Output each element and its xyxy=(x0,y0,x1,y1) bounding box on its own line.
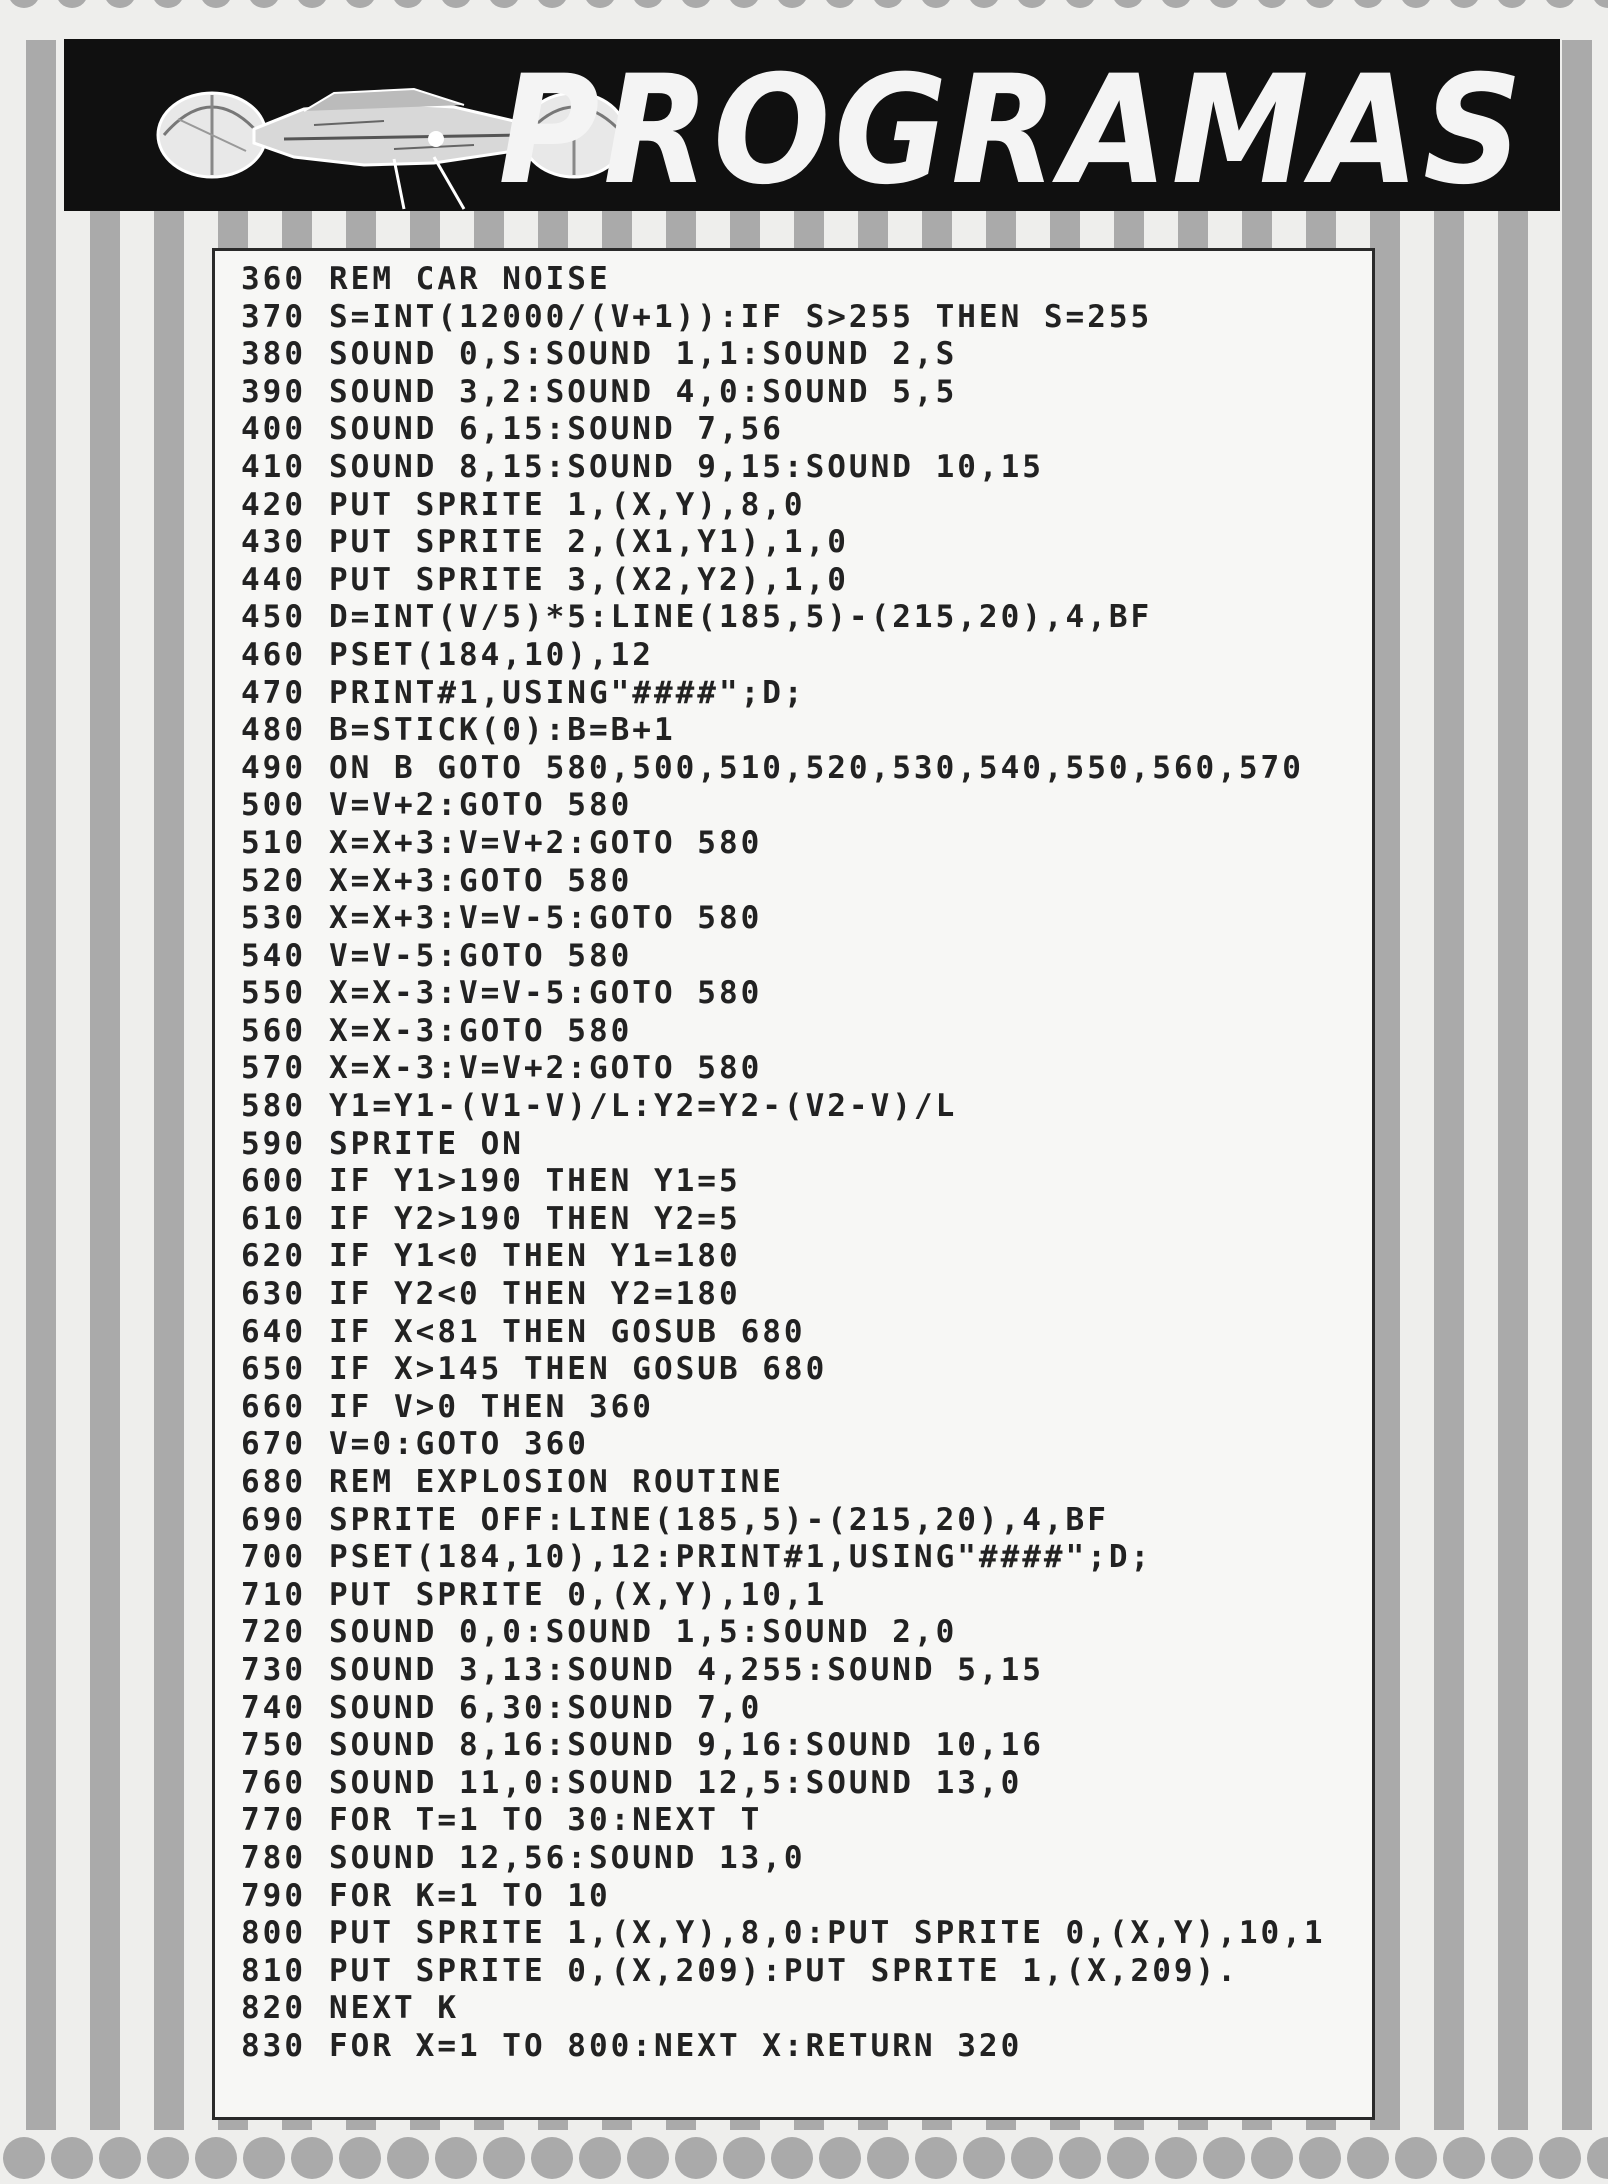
border-dot xyxy=(488,0,520,8)
line-number: 610 xyxy=(241,1200,306,1237)
code-line xyxy=(215,299,1372,337)
border-dot xyxy=(728,0,760,8)
border-dot xyxy=(483,2137,525,2179)
code-line xyxy=(215,1351,1372,1389)
border-dot xyxy=(392,0,424,8)
border-dot xyxy=(1400,0,1432,8)
top-dot-border xyxy=(0,0,1608,12)
line-code: PUT SPRITE 1,(X,Y),8,0:PUT SPRITE 0,(X,Y),10,1 xyxy=(329,1915,1326,1952)
border-dot xyxy=(1592,0,1608,8)
code-line xyxy=(215,1464,1372,1502)
border-dot xyxy=(1107,2137,1149,2179)
border-dot xyxy=(99,2137,141,2179)
line-code: X=X+3:GOTO 580 xyxy=(329,862,633,899)
line-number: 660 xyxy=(241,1388,306,1425)
border-dot xyxy=(1256,0,1288,8)
border-dot xyxy=(1304,0,1336,8)
code-line xyxy=(215,1652,1372,1690)
code-line xyxy=(215,1840,1372,1878)
border-dot xyxy=(195,2137,237,2179)
border-dot xyxy=(1059,2137,1101,2179)
line-number: 670 xyxy=(241,1426,306,1463)
line-code: REM CAR NOISE xyxy=(329,261,611,297)
line-code: X=X-3:V=V+2:GOTO 580 xyxy=(329,1050,763,1087)
line-code: X=X-3:GOTO 580 xyxy=(329,1012,633,1049)
border-dot xyxy=(776,0,808,8)
border-dot xyxy=(152,0,184,8)
line-number: 820 xyxy=(241,1990,306,2027)
line-number: 460 xyxy=(241,636,306,673)
code-line xyxy=(215,825,1372,863)
code-line xyxy=(215,1088,1372,1126)
line-code: PUT SPRITE 2,(X1,Y1),1,0 xyxy=(329,524,849,561)
border-dot xyxy=(1352,0,1384,8)
line-number: 710 xyxy=(241,1576,306,1613)
border-dot xyxy=(1544,0,1576,8)
code-line xyxy=(215,1502,1372,1540)
border-dot xyxy=(968,0,1000,8)
border-dot xyxy=(920,0,952,8)
line-code: IF V>0 THEN 360 xyxy=(329,1388,654,1425)
line-number: 760 xyxy=(241,1764,306,1801)
line-code: PSET(184,10),12:PRINT#1,USING"####";D; xyxy=(329,1539,1153,1576)
line-code: SOUND 0,S:SOUND 1,1:SOUND 2,S xyxy=(329,336,958,373)
border-dot xyxy=(915,2137,957,2179)
line-code: SOUND 12,56:SOUND 13,0 xyxy=(329,1839,806,1876)
line-code: SPRITE OFF:LINE(185,5)-(215,20),4,BF xyxy=(329,1501,1109,1538)
border-dot xyxy=(1160,0,1192,8)
border-dot xyxy=(440,0,472,8)
page-title: PROGRAMAS xyxy=(498,44,1526,218)
code-line xyxy=(215,336,1372,374)
line-number: 620 xyxy=(241,1238,306,1275)
border-dot xyxy=(104,0,136,8)
line-code: B=STICK(0):B=B+1 xyxy=(329,712,676,749)
line-number: 690 xyxy=(241,1501,306,1538)
code-line xyxy=(215,1314,1372,1352)
border-dot xyxy=(3,2137,45,2179)
code-line xyxy=(215,599,1372,637)
border-dot xyxy=(1496,0,1528,8)
line-number: 500 xyxy=(241,787,306,824)
border-dot xyxy=(339,2137,381,2179)
line-number: 800 xyxy=(241,1915,306,1952)
line-code: REM EXPLOSION ROUTINE xyxy=(329,1464,784,1500)
line-number: 720 xyxy=(241,1614,306,1651)
border-dot xyxy=(1016,0,1048,8)
line-code: NEXT K xyxy=(329,1990,459,2027)
line-number: 790 xyxy=(241,1877,306,1914)
line-code: IF X>145 THEN GOSUB 680 xyxy=(329,1351,828,1388)
line-code: IF Y2<0 THEN Y2=180 xyxy=(329,1276,741,1313)
line-number: 830 xyxy=(241,2027,306,2064)
line-number: 770 xyxy=(241,1802,306,1839)
line-code: SOUND 6,30:SOUND 7,0 xyxy=(329,1689,763,1726)
border-dot xyxy=(1203,2137,1245,2179)
code-line xyxy=(215,449,1372,487)
border-dot xyxy=(8,0,40,8)
line-code: PRINT#1,USING"####";D; xyxy=(329,674,806,711)
border-dot xyxy=(1155,2137,1197,2179)
border-dot xyxy=(1011,2137,1053,2179)
line-number: 550 xyxy=(241,975,306,1012)
code-lines xyxy=(215,261,1372,2066)
code-line xyxy=(215,524,1372,562)
line-code: PUT SPRITE 3,(X2,Y2),1,0 xyxy=(329,561,849,598)
border-dot xyxy=(1443,2137,1485,2179)
line-code: SOUND 3,13:SOUND 4,255:SOUND 5,15 xyxy=(329,1651,1044,1688)
border-dot xyxy=(1299,2137,1341,2179)
line-number: 450 xyxy=(241,599,306,636)
border-dot xyxy=(147,2137,189,2179)
stripe xyxy=(90,40,120,2130)
line-code: PUT SPRITE 0,(X,209):PUT SPRITE 1,(X,209). xyxy=(329,1952,1239,1989)
border-dot xyxy=(584,0,616,8)
border-dot xyxy=(632,0,664,8)
line-number: 600 xyxy=(241,1163,306,1200)
line-code: X=X-3:V=V-5:GOTO 580 xyxy=(329,975,763,1012)
line-number: 580 xyxy=(241,1088,306,1125)
line-code: PUT SPRITE 0,(X,Y),10,1 xyxy=(329,1576,828,1613)
code-line xyxy=(215,562,1372,600)
line-code: X=X+3:V=V-5:GOTO 580 xyxy=(329,900,763,937)
code-line xyxy=(215,1426,1372,1464)
code-line xyxy=(215,787,1372,825)
line-number: 630 xyxy=(241,1276,306,1313)
line-number: 640 xyxy=(241,1313,306,1350)
border-dot xyxy=(579,2137,621,2179)
line-number: 440 xyxy=(241,561,306,598)
stripe xyxy=(1562,40,1592,2130)
border-dot xyxy=(1491,2137,1533,2179)
bottom-dot-border xyxy=(0,2124,1608,2184)
header-banner xyxy=(64,39,1560,218)
line-number: 410 xyxy=(241,448,306,485)
code-line xyxy=(215,975,1372,1013)
border-dot xyxy=(680,0,712,8)
border-dot xyxy=(872,0,904,8)
code-listing xyxy=(212,248,1375,2120)
border-dot xyxy=(1208,0,1240,8)
code-line xyxy=(215,637,1372,675)
border-dot xyxy=(963,2137,1005,2179)
code-line xyxy=(215,261,1372,299)
code-line xyxy=(215,1690,1372,1728)
line-code: D=INT(V/5)*5:LINE(185,5)-(215,20),4,BF xyxy=(329,599,1153,636)
border-dot xyxy=(536,0,568,8)
line-code: IF Y1>190 THEN Y1=5 xyxy=(329,1163,741,1200)
border-dot xyxy=(1112,0,1144,8)
line-number: 520 xyxy=(241,862,306,899)
stripe xyxy=(1498,40,1528,2130)
border-dot xyxy=(824,0,856,8)
line-number: 780 xyxy=(241,1839,306,1876)
line-number: 680 xyxy=(241,1464,306,1500)
border-dot xyxy=(344,0,376,8)
code-line xyxy=(215,1539,1372,1577)
border-dot xyxy=(243,2137,285,2179)
code-line xyxy=(215,1727,1372,1765)
line-number: 400 xyxy=(241,411,306,448)
code-line xyxy=(215,374,1372,412)
line-code: SOUND 3,2:SOUND 4,0:SOUND 5,5 xyxy=(329,373,958,410)
border-dot xyxy=(1347,2137,1389,2179)
code-line xyxy=(215,712,1372,750)
code-line xyxy=(215,1990,1372,2028)
border-dot xyxy=(819,2137,861,2179)
line-code: SOUND 0,0:SOUND 1,5:SOUND 2,0 xyxy=(329,1614,958,1651)
code-line xyxy=(215,900,1372,938)
border-dot xyxy=(627,2137,669,2179)
border-dot xyxy=(867,2137,909,2179)
line-code: IF X<81 THEN GOSUB 680 xyxy=(329,1313,806,1350)
code-line xyxy=(215,487,1372,525)
line-code: ON B GOTO 580,500,510,520,530,540,550,560,570 xyxy=(329,749,1304,786)
line-code: X=X+3:V=V+2:GOTO 580 xyxy=(329,824,763,861)
code-line xyxy=(215,1878,1372,1916)
code-line xyxy=(215,938,1372,976)
code-line xyxy=(215,750,1372,788)
line-code: FOR X=1 TO 800:NEXT X:RETURN 320 xyxy=(329,2027,1023,2064)
code-line xyxy=(215,1276,1372,1314)
stripe xyxy=(1434,40,1464,2130)
border-dot xyxy=(1395,2137,1437,2179)
code-line xyxy=(215,1614,1372,1652)
line-code: PSET(184,10),12 xyxy=(329,636,654,673)
code-line xyxy=(215,1238,1372,1276)
line-number: 810 xyxy=(241,1952,306,1989)
code-line xyxy=(215,1201,1372,1239)
line-code: SPRITE ON xyxy=(329,1125,524,1162)
line-number: 360 xyxy=(241,261,306,297)
line-code: IF Y2>190 THEN Y2=5 xyxy=(329,1200,741,1237)
line-number: 730 xyxy=(241,1651,306,1688)
code-line xyxy=(215,1126,1372,1164)
border-dot xyxy=(1448,0,1480,8)
line-number: 650 xyxy=(241,1351,306,1388)
code-line xyxy=(215,1050,1372,1088)
line-code: SOUND 11,0:SOUND 12,5:SOUND 13,0 xyxy=(329,1764,1023,1801)
code-line xyxy=(215,1577,1372,1615)
line-code: SOUND 8,16:SOUND 9,16:SOUND 10,16 xyxy=(329,1727,1044,1764)
line-code: SOUND 6,15:SOUND 7,56 xyxy=(329,411,784,448)
line-code: SOUND 8,15:SOUND 9,15:SOUND 10,15 xyxy=(329,448,1044,485)
code-line xyxy=(215,1013,1372,1051)
border-dot xyxy=(291,2137,333,2179)
line-number: 590 xyxy=(241,1125,306,1162)
stripe xyxy=(154,40,184,2130)
border-dot xyxy=(200,0,232,8)
border-dot xyxy=(723,2137,765,2179)
code-line xyxy=(215,1389,1372,1427)
border-dot xyxy=(387,2137,429,2179)
code-line xyxy=(215,1802,1372,1840)
code-line xyxy=(215,1915,1372,1953)
code-line xyxy=(215,2028,1372,2066)
line-code: V=V-5:GOTO 580 xyxy=(329,937,633,974)
line-number: 570 xyxy=(241,1050,306,1087)
line-number: 490 xyxy=(241,749,306,786)
border-dot xyxy=(1251,2137,1293,2179)
code-line xyxy=(215,1765,1372,1803)
line-number: 390 xyxy=(241,373,306,410)
line-code: V=V+2:GOTO 580 xyxy=(329,787,633,824)
stripe xyxy=(26,40,56,2130)
border-dot xyxy=(435,2137,477,2179)
line-number: 540 xyxy=(241,937,306,974)
line-number: 380 xyxy=(241,336,306,373)
line-number: 560 xyxy=(241,1012,306,1049)
border-dot xyxy=(1587,2137,1608,2179)
line-code: FOR K=1 TO 10 xyxy=(329,1877,611,1914)
border-dot xyxy=(51,2137,93,2179)
line-number: 480 xyxy=(241,712,306,749)
line-number: 750 xyxy=(241,1727,306,1764)
line-code: S=INT(12000/(V+1)):IF S>255 THEN S=255 xyxy=(329,298,1153,335)
border-dot xyxy=(1539,2137,1581,2179)
line-code: IF Y1<0 THEN Y1=180 xyxy=(329,1238,741,1275)
code-line xyxy=(215,675,1372,713)
code-line xyxy=(215,411,1372,449)
border-dot xyxy=(675,2137,717,2179)
code-line xyxy=(215,863,1372,901)
line-code: FOR T=1 TO 30:NEXT T xyxy=(329,1802,763,1839)
line-number: 700 xyxy=(241,1539,306,1576)
border-dot xyxy=(56,0,88,8)
code-line xyxy=(215,1163,1372,1201)
line-code: V=0:GOTO 360 xyxy=(329,1426,589,1463)
border-dot xyxy=(296,0,328,8)
line-number: 370 xyxy=(241,298,306,335)
line-number: 510 xyxy=(241,824,306,861)
line-number: 430 xyxy=(241,524,306,561)
line-number: 470 xyxy=(241,674,306,711)
code-line xyxy=(215,1953,1372,1991)
border-dot xyxy=(248,0,280,8)
line-number: 420 xyxy=(241,486,306,523)
line-number: 530 xyxy=(241,900,306,937)
border-dot xyxy=(531,2137,573,2179)
border-dot xyxy=(771,2137,813,2179)
border-dot xyxy=(1064,0,1096,8)
line-number: 740 xyxy=(241,1689,306,1726)
line-code: PUT SPRITE 1,(X,Y),8,0 xyxy=(329,486,806,523)
line-code: Y1=Y1-(V1-V)/L:Y2=Y2-(V2-V)/L xyxy=(329,1088,958,1125)
